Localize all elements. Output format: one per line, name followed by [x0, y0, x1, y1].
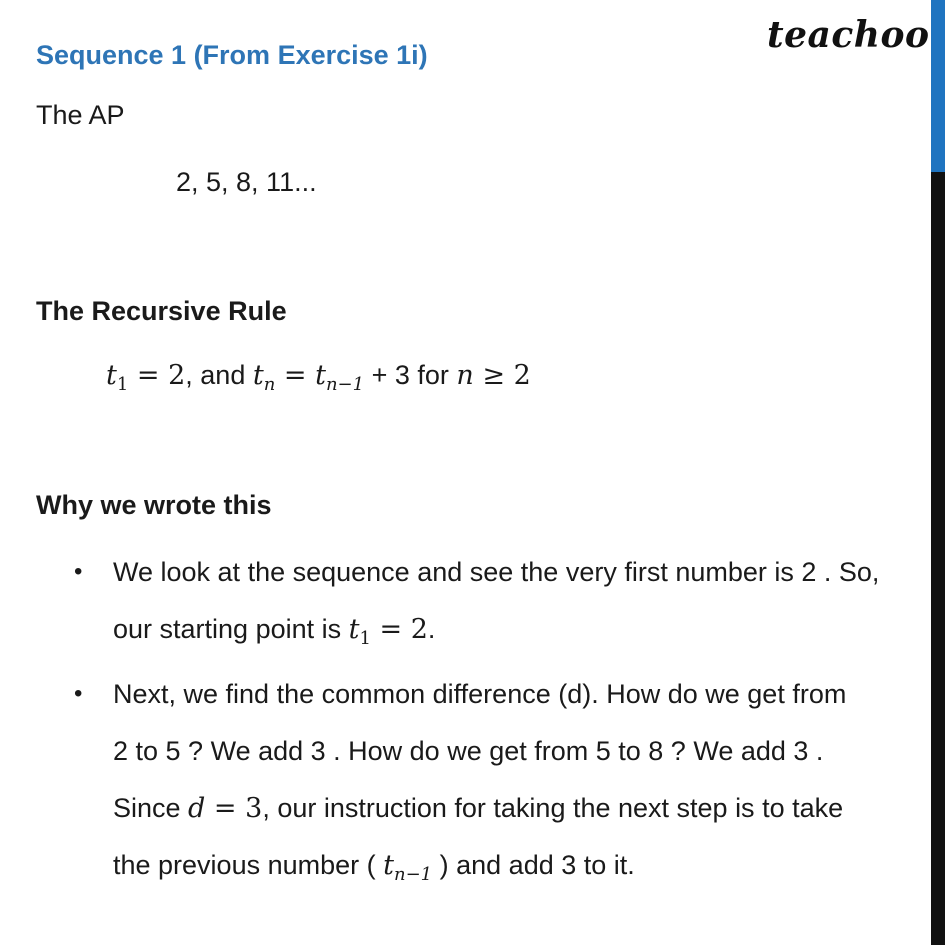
bullet-2-marker: •: [74, 680, 83, 707]
sequence-terms: 2, 5, 8, 11...: [176, 167, 317, 197]
bullet-1-line-1: We look at the sequence and see the very first number is 2 . So,: [113, 557, 880, 587]
recursive-rule-formula: $t_1 = 2$, and $t_n = t_{n-1} + 3$ for n ≥ 2: [106, 360, 531, 395]
bullet-1-marker: •: [74, 558, 83, 585]
formula-tn-minus-1: $t_{n-1}$: [315, 360, 365, 395]
why-title: Why we wrote this: [36, 490, 272, 520]
vertical-scrollbar[interactable]: [931, 0, 945, 945]
formula-t1: $t_1$: [106, 360, 129, 395]
bullet-2-line-3: Since d = 3, our instruction for taking the next step is to take: [113, 793, 844, 824]
scrollbar-thumb[interactable]: [931, 0, 945, 172]
teachoo-logo: teachoo: [767, 14, 930, 56]
bullet-2-line-1: Next, we find the common difference (d). How do we get from: [113, 679, 847, 709]
bullet-2-line-4: the previous number ( $t_{n-1}$ ) and add 3 to it.: [113, 850, 635, 885]
sequence-heading: Sequence 1 (From Exercise 1i): [36, 40, 428, 70]
bullet-1-line-2: our starting point is $t_1 = 2$.: [113, 614, 436, 649]
intro-text: The AP: [36, 100, 125, 130]
formula-tn: $t_n$: [252, 360, 276, 395]
recursive-rule-title: The Recursive Rule: [36, 296, 287, 326]
bullet-2-line-2: 2 to 5 ? We add 3 . How do we get from 5 to 8 ? We add 3 .: [113, 736, 824, 766]
